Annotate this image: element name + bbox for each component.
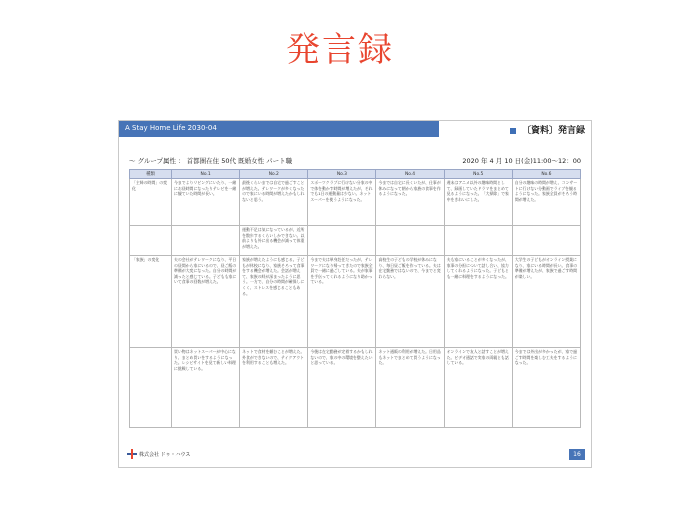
header-band	[119, 121, 439, 137]
table-row	[130, 348, 581, 428]
table-cell: 高校生の子どもの学校が休みになり、毎日昼ご飯を作っている。夫は在宅勤務ではないので、今までと変わらない。	[376, 256, 444, 348]
table-cell: ネット通販の利用が増えた。日用品もネットでまとめて買うようになった。	[376, 348, 444, 428]
column-header: No.3	[308, 170, 376, 179]
document-label-text: 〔資料〕発言録	[521, 126, 585, 136]
page-title: 発言録	[286, 30, 394, 70]
table-cell: 運動不足は気になっているが、近所を散歩するくらいしかできない。以前よりも外に出る機会が減って体重が増えた。	[240, 226, 308, 256]
row-label: 「家族」の変化	[130, 256, 172, 348]
table-header-row	[130, 170, 581, 179]
table-cell: 週末はアニメ以外の趣味時間として、録画していたドラマをまとめて見るようになった。「大掃除」で家中をきれいにした。	[444, 179, 512, 226]
table-cell: 自分の趣味の時間が増え、コンサートに行けない分動画でライブを観るようになった。家族全員がそろう時間が増えた。	[512, 179, 580, 226]
session-date: 2020 年 4 月 10 日(金)11:00〜12：00	[462, 157, 581, 165]
table-cell: 夫も家にいることが多くなったが、家事の分担について話し合い、協力してくれるようになった。子どもとも一緒に料理をするようになった。	[444, 256, 512, 348]
table-cell	[376, 226, 444, 256]
column-header: No.5	[444, 170, 512, 179]
table-cell	[444, 226, 512, 256]
table-row	[130, 256, 581, 348]
row-label	[130, 348, 172, 428]
column-header: No.1	[172, 170, 240, 179]
table-cell: 夫の会社がテレワークになり、平日の昼間から家にいるので、昼ご飯の準備が大変になった。自分の時間が減ったと感じている。子どもも家にいて食事の回数が増えた。	[172, 256, 240, 348]
group-attributes: 〜 グループ属性 ： 首都圏在住 50代 既婚女性 パート職	[129, 157, 293, 165]
table-row	[130, 179, 581, 226]
column-header: No.2	[240, 170, 308, 179]
table-cell: スポーツクラブに行けない分家の中で体を動かす時間が増えたが、それでも1日の運動量は少ない。ネットスーパーを使うようになった。	[308, 179, 376, 226]
header-band-text: A Stay Home Life 2030-04	[125, 124, 217, 132]
table-cell	[512, 226, 580, 256]
table-cell: 今までは外出が多かったが、家で過ごす時間を楽しむ工夫をするようになった。	[512, 348, 580, 428]
table-cell	[172, 226, 240, 256]
slide-footer	[127, 447, 585, 463]
column-header: 種類	[130, 170, 172, 179]
table-cell: オンラインで友人と話すことが増えた。ビデオ通話で実家の両親とも話している。	[444, 348, 512, 428]
square-bullet-icon	[510, 128, 516, 134]
table-cell: ネットで食材を頼むことが増えた。外食ができないので、テイクアウトを利用することも増えた。	[240, 348, 308, 428]
minutes-table	[129, 169, 581, 428]
meta-row	[129, 156, 581, 166]
table-cell: 最後くらいまでは自宅で過ごすことが増えた。テレワークが多くなったので家にいる時間が増えたかもしれないと思う。	[240, 179, 308, 226]
column-header: No.6	[512, 170, 580, 179]
table-cell: 今までよりリビングにいたり、一緒にお昼時間になったりテレビを一緒に観ていた時間が長い。	[172, 179, 240, 226]
table-row	[130, 226, 581, 256]
table-cell	[308, 226, 376, 256]
row-label: 「主婦の時間」の変化	[130, 179, 172, 226]
table-cell: 今後は在宅勤務が定着するかもしれないので、家の中の環境を整えたいと思っている。	[308, 348, 376, 428]
company-logo-icon	[127, 449, 137, 459]
company-brand: 株式会社 ドゥ・ハウス	[139, 452, 191, 458]
table-cell: 家族が増えたようにも感じる。子どもが休校になり、家族そろって食事をする機会が増えた。会話が増えて、家族の絆が深まったように思う。一方で、自分の時間が確保しにくく、ストレスを感じることもある。	[240, 256, 308, 348]
column-header: No.4	[376, 170, 444, 179]
table-cell: 大学生の子どもがオンライン授業になり、家にいる時間が長い。食事の準備が増えたが、家族で過ごす時間が楽しい。	[512, 256, 580, 348]
slide-header	[119, 121, 591, 137]
document-label	[510, 123, 585, 136]
page-number: 16	[569, 449, 585, 460]
row-label	[130, 226, 172, 256]
table-cell: 今までは自宅に長くいたが、仕事が休みになって朝から家族の食事を作るようになった。	[376, 179, 444, 226]
table-cell: 今まで夫は単身赴任だったが、テレワークになり帰ってきたので家族全員で一緒に過ごしている。夫が家事を手伝ってくれるようになり助かっている。	[308, 256, 376, 348]
slide	[118, 120, 592, 468]
table-cell: 買い物はネットスーパーが中心になり、まとめ買いをするようになった。レシピサイトを見て新しい料理に挑戦している。	[172, 348, 240, 428]
